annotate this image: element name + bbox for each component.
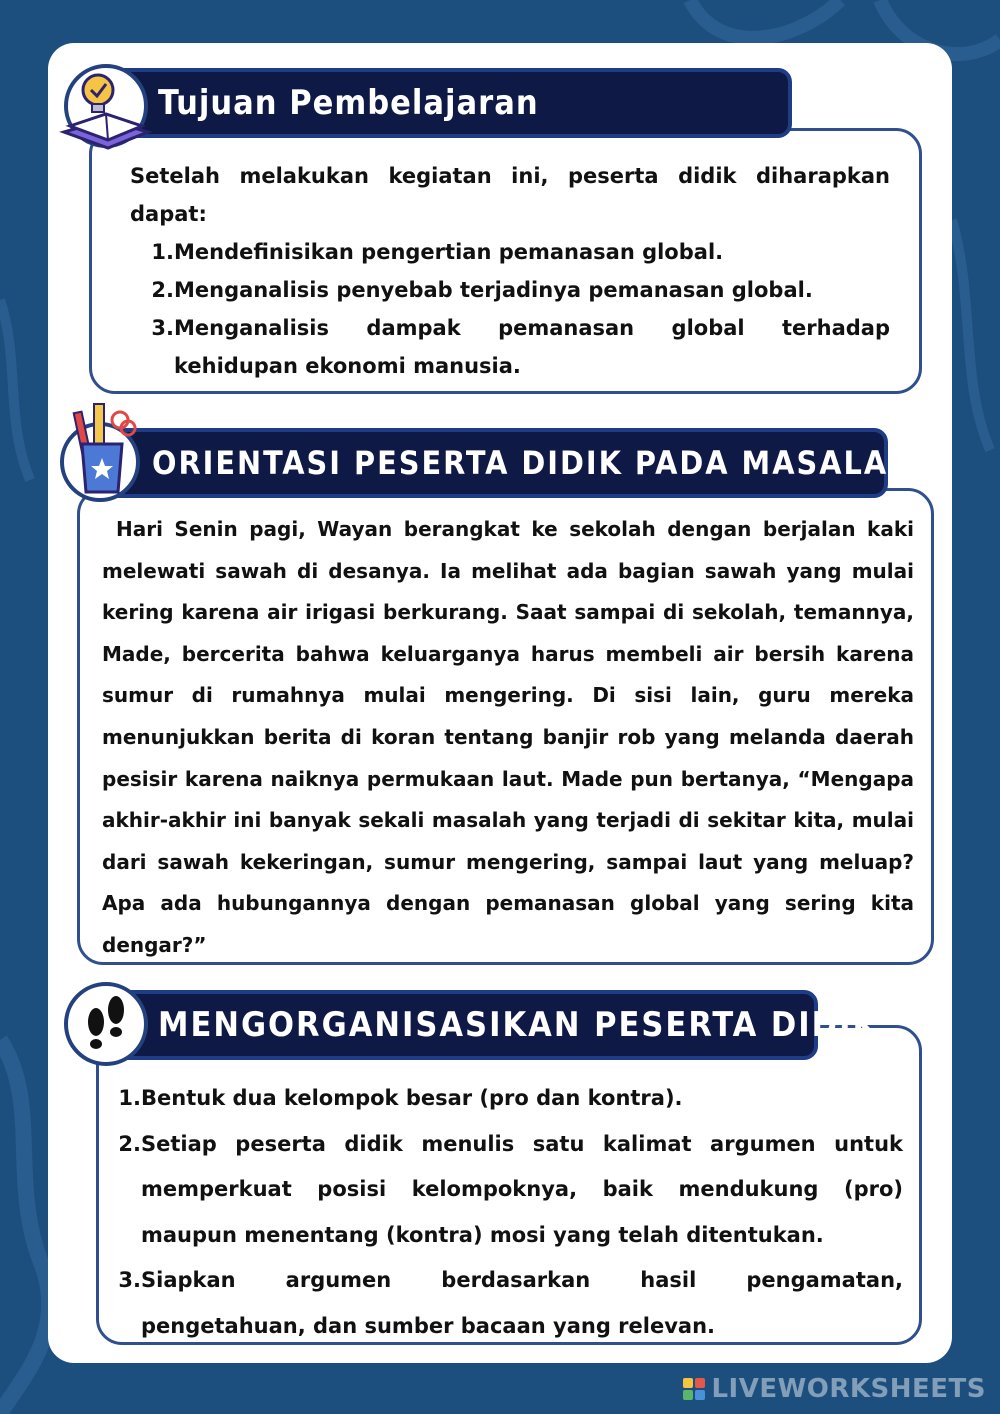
liveworksheets-logo-icon: [683, 1378, 705, 1400]
watermark-text: LIVEWORKSHEETS: [711, 1374, 986, 1404]
list-number: 1.: [118, 1086, 141, 1110]
section-title: ORIENTASI PESERTA DIDIK PADA MASALAH: [152, 444, 915, 482]
footprints-icon: [64, 982, 148, 1066]
list-number: 3.: [118, 1268, 141, 1292]
list-number: 2.: [118, 1131, 141, 1156]
list-item: [117, 1122, 903, 1259]
organisasi-steps-list: [117, 1076, 903, 1349]
section-title: MENGORGANISASIKAN PESERTA DIDIK: [158, 1005, 879, 1045]
organisasi-title-banner: [112, 990, 879, 1060]
list-text: Bentuk dua kelompok besar (pro dan kontra).: [141, 1086, 683, 1110]
list-item: [130, 309, 890, 385]
orientasi-story-text: Hari Senin pagi, Wayan berangkat ke sekolah dengan berjalan kaki melewati sawah di desanya. Ia melihat ada bagian sawah yang mulai kering karena air irigasi berkurang. Saat sampai di sekolah, temannya, Made, bercerita bahwa keluarganya harus membeli air bersih karena sumur di rumahnya mulai mengering. Di sisi lain, guru mereka menunjukkan berita di koran tentang banjir rob yang melanda daerah pesisir karena naiknya permukaan laut. Made pun bertanya, “Mengapa akhir-akhir ini banyak sekali masalah yang terjadi di sekitar kita, mulai dari sawah kekeringan, sumur mengering, sampai laut yang meluap? Apa ada hubungannya dengan pemanasan global yang sering kita dengar?”: [102, 517, 914, 957]
section-title: Tujuan Pembelajaran: [158, 83, 539, 123]
list-item: [130, 271, 890, 309]
list-text: Menganalisis penyebab terjadinya pemanasan global.: [174, 278, 813, 302]
tujuan-objectives-list: [130, 233, 890, 385]
list-text: Menganalisis dampak pemanasan global terhadap kehidupan ekonomi manusia.: [174, 316, 890, 378]
liveworksheets-watermark: [683, 1374, 986, 1404]
list-number: 2.: [151, 278, 174, 302]
list-number: 3.: [151, 316, 174, 340]
list-text: Siapkan argumen berdasarkan hasil pengamatan, pengetahuan, dan sumber bacaan yang relevan.: [141, 1268, 903, 1338]
book-lightbulb-icon: [56, 60, 156, 160]
list-item: [130, 233, 890, 271]
list-text: Setiap peserta didik menulis satu kalimat argumen untuk memperkuat posisi kelompoknya, baik mendukung (pro) maupun menentang (kontra) mosi yang telah ditentukan.: [141, 1131, 903, 1247]
orientasi-content-box: [77, 488, 934, 965]
list-number: 1.: [151, 240, 174, 264]
tujuan-content-box: [89, 128, 922, 394]
organisasi-content-box: [96, 1025, 922, 1345]
list-item: [117, 1076, 903, 1122]
list-item: [117, 1258, 903, 1349]
tujuan-title-banner: [112, 68, 792, 138]
list-text: Mendefinisikan pengertian pemanasan global.: [174, 240, 724, 264]
orientasi-title-banner: [108, 428, 915, 498]
pencil-cup-icon: [60, 400, 146, 502]
tujuan-intro: Setelah melakukan kegiatan ini, peserta didik diharapkan dapat:: [130, 164, 890, 226]
